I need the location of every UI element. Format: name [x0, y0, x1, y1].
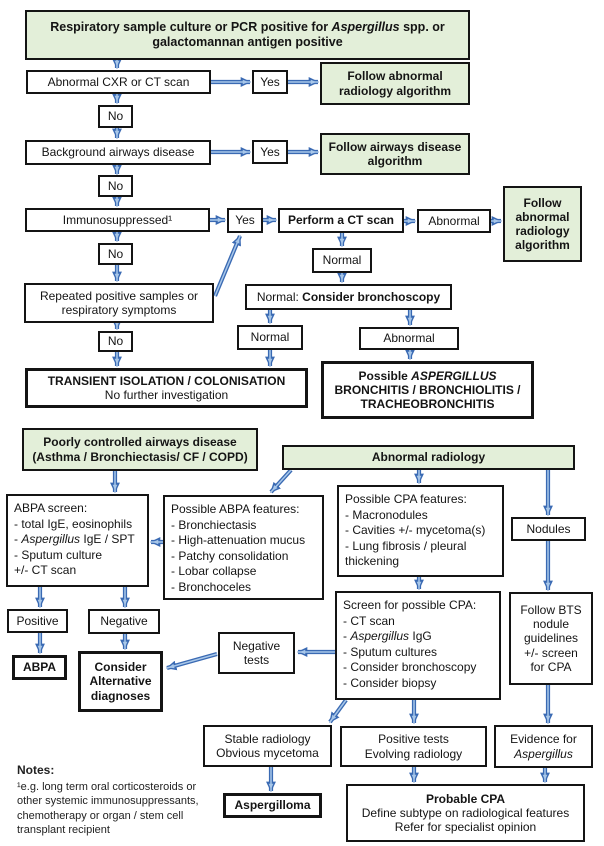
- label-positive: Positive: [7, 609, 68, 633]
- text-line: radiology: [515, 224, 570, 238]
- text-line: Evolving radiology: [364, 746, 463, 761]
- box-transient-isolation: [25, 368, 308, 408]
- box-immunosuppressed: Immunosuppressed¹: [25, 208, 210, 232]
- box-follow-abnormal-radiology-algorithm: Follow abnormal radiology algorithm: [320, 62, 470, 105]
- label-yes-3: Yes: [227, 208, 263, 233]
- text-segment-bold: Consider bronchoscopy: [302, 289, 441, 304]
- text-line: Follow BTS: [520, 603, 582, 618]
- text-segment-italic: Aspergillus: [21, 532, 81, 547]
- box-aspergilloma: Aspergilloma: [223, 793, 322, 818]
- text-line: Follow: [523, 195, 562, 210]
- text-line: Screen for possible CPA:: [343, 598, 477, 612]
- text-line: - CT scan: [343, 613, 395, 628]
- box-possible-abpa-features: [163, 495, 324, 600]
- text-line: (Asthma / Bronchiectasis/ CF / COPD): [32, 449, 248, 464]
- text-line: - Lung fibrosis / pleural: [345, 538, 467, 553]
- text-line: - High-attenuation mucus: [171, 533, 306, 548]
- box-negative-tests: [218, 632, 295, 674]
- text-line: No further investigation: [104, 388, 229, 402]
- text-segment-italic: ASPERGILLUS: [411, 368, 497, 383]
- box-stable-radiology-mycetoma: [203, 725, 332, 767]
- text-line: - Sputum culture: [14, 547, 103, 562]
- label-no-4: No: [98, 331, 133, 352]
- notes-line: other systemic immunosuppressants,: [17, 795, 199, 808]
- text-line: - Sputum cultures: [343, 644, 438, 659]
- box-screen-for-possible-cpa: [335, 591, 501, 700]
- text-line: Possible ABPA features:: [171, 502, 300, 516]
- text-line: Alternative: [89, 674, 152, 689]
- box-abpa: ABPA: [12, 655, 67, 680]
- label-no-3: No: [98, 243, 133, 265]
- box-positive-tests-evolving-radiology: [340, 726, 487, 767]
- text-line: Stable radiology: [224, 731, 311, 746]
- text-line: [358, 369, 496, 383]
- text-line: abnormal: [515, 209, 570, 224]
- text-line: Probable CPA: [425, 791, 506, 806]
- text-line: Consider: [94, 660, 147, 675]
- box-abpa-screen: [6, 494, 149, 587]
- box-probable-cpa: [346, 784, 585, 842]
- label-abnormal-1: Abnormal: [417, 209, 491, 233]
- text-segment: -: [14, 532, 22, 547]
- text-line: diagnoses: [90, 688, 151, 703]
- box-possible-aspergillus-bronchitis: [321, 361, 534, 419]
- text-line: +/- CT scan: [14, 563, 77, 578]
- box-normal-consider-bronchoscopy: [245, 284, 452, 310]
- text-line: [14, 532, 135, 548]
- box-follow-airways-disease-algorithm: Follow airways disease algorithm: [320, 133, 470, 175]
- box-text: [257, 290, 440, 304]
- label-normal-1: Normal: [312, 248, 372, 273]
- box-perform-ct-scan: Perform a CT scan: [278, 208, 404, 233]
- text-line: Poorly controlled airways disease: [43, 435, 237, 450]
- text-line: - Bronchiectasis: [171, 517, 257, 532]
- text-line: - Consider bronchoscopy: [343, 660, 477, 675]
- box-consider-alternative-diagnoses: [78, 651, 163, 712]
- notes-line: transplant recipient: [17, 824, 110, 837]
- text-line: - Consider biopsy: [343, 675, 437, 690]
- text-line: Positive tests: [378, 732, 449, 747]
- box-abnormal-cxr-or-ct: Abnormal CXR or CT scan: [26, 70, 211, 94]
- label-yes-2: Yes: [252, 140, 288, 164]
- notes-block: [17, 763, 217, 838]
- box-evidence-for-aspergillus: [494, 725, 593, 768]
- text-line: BRONCHITIS / BRONCHIOLITIS /: [334, 382, 521, 397]
- text-line: thickening: [345, 554, 400, 569]
- text-line: Evidence for: [510, 732, 577, 747]
- text-line: - total IgE, eosinophils: [14, 516, 133, 531]
- text-line: nodule: [532, 617, 570, 632]
- text-line: - Cavities +/- mycetoma(s): [345, 523, 486, 538]
- text-line: Refer for specialist opinion: [394, 820, 537, 835]
- text-line: - Lobar collapse: [171, 564, 257, 579]
- text-segment-italic: Aspergillus: [331, 20, 400, 35]
- notes-line: chemotherapy or organ / stem cell: [17, 809, 184, 822]
- text-line: Negative: [232, 638, 281, 653]
- text-segment: IgG: [409, 629, 432, 644]
- text-segment: IgE / SPT: [80, 532, 135, 547]
- box-poorly-controlled-airways-disease: [22, 428, 258, 471]
- label-no-1: No: [98, 105, 133, 128]
- notes-line: ¹e.g. long term oral corticosteroids or: [17, 780, 197, 793]
- text-line: +/- screen: [524, 645, 578, 660]
- text-segment: Possible: [358, 368, 412, 383]
- text-line: Obvious mycetoma: [216, 746, 319, 760]
- box-background-airways-disease: Background airways disease: [25, 140, 211, 165]
- label-normal-2: Normal: [237, 325, 303, 350]
- notes-title: Notes:: [17, 763, 55, 777]
- label-negative: Negative: [88, 609, 160, 634]
- box-repeated-positive-samples: Repeated positive samples or respiratory symptoms: [24, 283, 214, 323]
- label-yes-1: Yes: [252, 70, 288, 94]
- box-abnormal-radiology: Abnormal radiology: [282, 445, 575, 470]
- text-line: - Patchy consolidation: [171, 548, 289, 563]
- text-line: guidelines: [523, 631, 579, 646]
- text-segment: Respiratory sample culture or PCR positive for: [50, 20, 332, 35]
- text-line: [343, 629, 432, 645]
- text-line: algorithm: [515, 238, 570, 253]
- box-text: [39, 20, 456, 50]
- box-follow-abnormal-radiology-algorithm-2: [503, 186, 582, 262]
- text-segment: Normal:: [256, 289, 303, 304]
- text-line: for CPA: [530, 659, 572, 674]
- text-line: Possible CPA features:: [345, 492, 467, 506]
- text-line: TRACHEOBRONCHITIS: [360, 397, 495, 412]
- text-line: - Bronchoceles: [171, 579, 252, 594]
- text-line: TRANSIENT ISOLATION / COLONISATION: [47, 373, 286, 388]
- box-respiratory-sample-positive: [25, 10, 470, 60]
- text-line: - Macronodules: [345, 507, 428, 522]
- text-segment: spp. or galactomannan antigen positive: [152, 20, 445, 49]
- text-line: ABPA screen:: [14, 501, 88, 515]
- box-possible-cpa-features: [337, 485, 504, 577]
- text-segment: -: [343, 629, 351, 644]
- box-follow-bts-nodule-guidelines: [509, 592, 593, 685]
- text-line: tests: [243, 653, 270, 667]
- box-nodules: Nodules: [511, 517, 586, 541]
- text-segment-italic: Aspergillus: [350, 629, 410, 644]
- label-abnormal-2: Abnormal: [359, 327, 459, 350]
- text-line-italic: Aspergillus: [514, 746, 573, 761]
- text-line: Define subtype on radiological features: [361, 805, 570, 820]
- label-no-2: No: [98, 175, 133, 197]
